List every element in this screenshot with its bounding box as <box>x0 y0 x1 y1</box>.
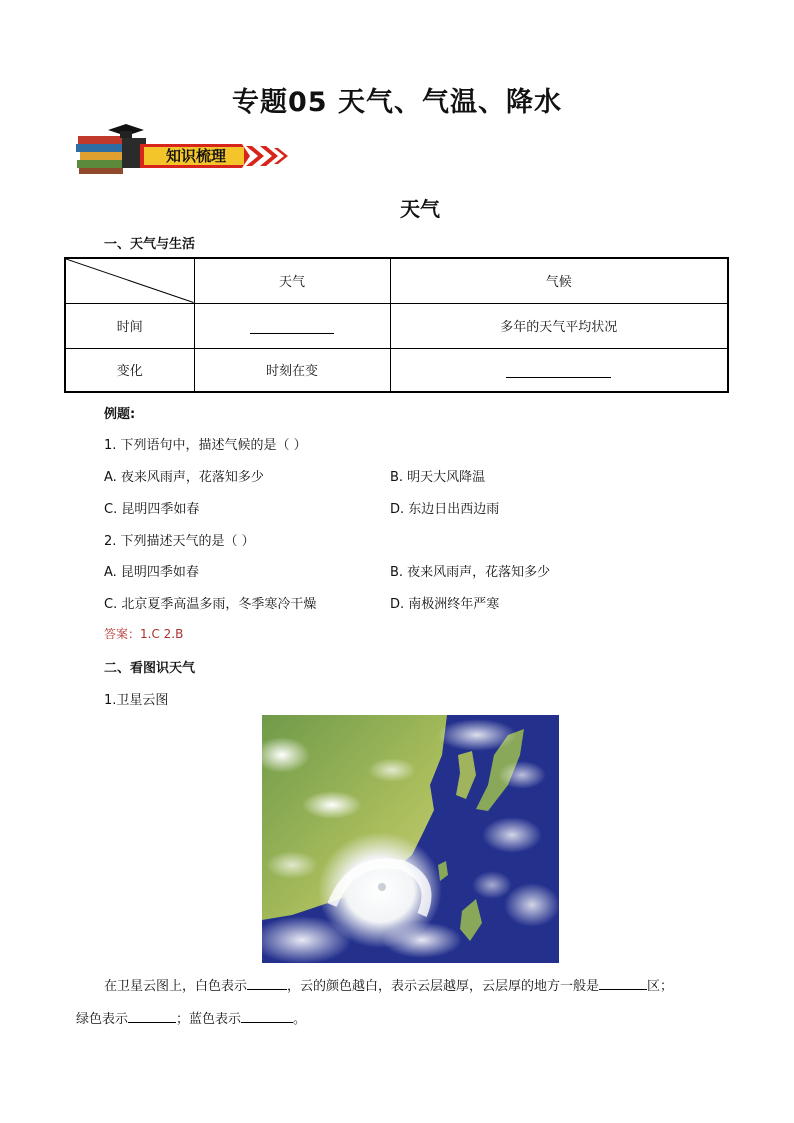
answer-text: 答案：1.C 2.B <box>104 627 184 641</box>
para1-text-b: ，云的颜色越白，表示云层越厚，云层厚的地方一般是 <box>287 979 600 994</box>
table-cell-change-weather: 时刻在变 <box>194 348 390 392</box>
para2-text-c: 。 <box>293 1012 307 1027</box>
examples-label: 例题: <box>104 407 136 422</box>
table-corner-cell <box>65 258 194 303</box>
question-1-stem: 1. 下列语句中，描述气候的是（ ） <box>104 438 307 453</box>
question-1-option-d: D. 东边日出西边雨 <box>390 502 500 517</box>
question-2-option-b: B. 夜来风雨声，花落知多少 <box>390 565 551 580</box>
question-1-option-c: C. 昆明四季如春 <box>104 502 200 517</box>
table-row-change-label: 变化 <box>65 348 194 392</box>
table-cell-time-climate: 多年的天气平均状况 <box>390 303 728 348</box>
weather-climate-table <box>64 257 729 393</box>
table-row-time-label: 时间 <box>65 303 194 348</box>
table-cell-time-weather[interactable] <box>194 303 390 348</box>
banner-label: 知识梳理 <box>165 147 226 165</box>
fill-blank[interactable] <box>506 362 611 378</box>
fill-blank-green[interactable] <box>128 1011 176 1023</box>
table-header-weather: 天气 <box>194 258 390 303</box>
table-header-climate: 气候 <box>390 258 728 303</box>
fill-blank[interactable] <box>250 318 334 334</box>
para2-text-a: 绿色表示 <box>76 1012 129 1027</box>
question-2-option-d: D. 南极洲终年严寒 <box>390 597 500 612</box>
para2-text-b: ；蓝色表示 <box>176 1012 242 1027</box>
question-1-option-a: A. 夜来风雨声，花落知多少 <box>104 470 264 485</box>
part1-heading: 一、天气与生活 <box>104 237 196 252</box>
para1-text-a: 在卫星云图上，白色表示 <box>104 979 248 994</box>
section-title: 天气 <box>400 197 440 221</box>
knowledge-banner <box>74 122 289 176</box>
fill-blank-thick-cloud[interactable] <box>599 978 647 990</box>
satellite-paragraph-line-2 <box>76 1008 306 1027</box>
fill-blank-blue[interactable] <box>241 1011 293 1023</box>
page-title: 专题05 天气、气温、降水 <box>232 87 562 118</box>
question-1-option-b: B. 明天大风降温 <box>390 470 486 485</box>
question-2-stem: 2. 下列描述天气的是（ ） <box>104 534 255 549</box>
satellite-subheading: 1.卫星云图 <box>104 693 169 708</box>
table-cell-change-climate[interactable] <box>390 348 728 392</box>
question-2-option-a: A. 昆明四季如春 <box>104 565 199 580</box>
fill-blank-white[interactable] <box>247 978 287 990</box>
satellite-paragraph-line-1 <box>104 975 673 994</box>
part2-heading: 二、看图识天气 <box>104 661 196 676</box>
question-2-option-c: C. 北京夏季高温多雨，冬季寒冷干燥 <box>104 597 317 612</box>
para1-text-c: 区； <box>647 979 674 994</box>
satellite-cloud-image <box>262 715 559 963</box>
